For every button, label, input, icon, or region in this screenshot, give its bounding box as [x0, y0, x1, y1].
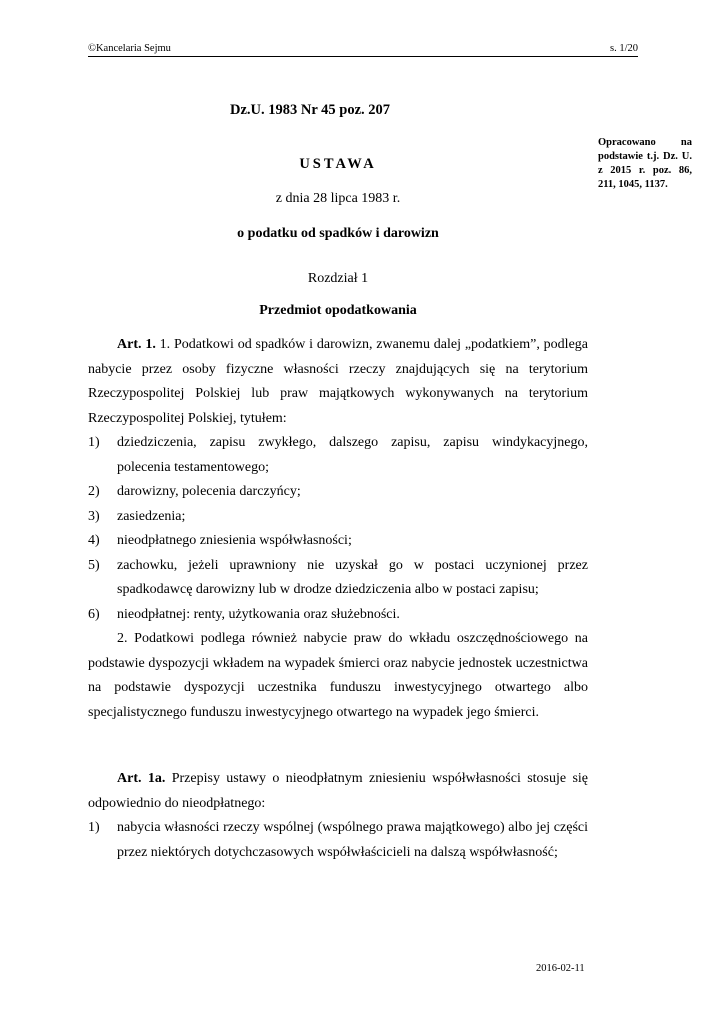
article-1-text: 1. Podatkowi od spadków i darowizn, zwanemu dalej „podatkiem”, podlega nabycie przez osoby fizyczne własności rzeczy znajdujących się na terytorium Rzeczypospolitej Polskiej lub praw majątkowych wykonywanych na terytorium Rzeczypospolitej Polskiej, tytułem:: [88, 337, 588, 426]
chapter-number: Rozdział 1: [307, 271, 369, 286]
article-1a: [88, 767, 588, 865]
list-item: 5) zachowku, jeżeli uprawniony nie uzyskał go w postaci uczynionej przez spadkodawcę darowizny lub w drodze dziedziczenia albo w postaci zapisu;: [88, 557, 588, 597]
journal-reference: Dz.U. 1983 Nr 45 poz. 207: [229, 102, 391, 118]
act-type-heading: USTAWA: [299, 156, 377, 172]
article-1a-text: Przepisy ustawy o nieodpłatnym zniesieniu współwłasności stosuje się odpowiednio do nieodpłatnego:: [88, 771, 588, 811]
list-item: 3) zasiedzenia;: [88, 508, 186, 524]
source-note: Opracowano na podstawie t.j. Dz. U. z 2015 r. poz. 86, 211, 1045, 1137.: [598, 137, 692, 190]
act-date: z dnia 28 lipca 1983 r.: [275, 191, 401, 206]
list-item: 2) darowizny, polecenia darczyńcy;: [88, 484, 301, 499]
article-1a-label: Art. 1a.: [117, 771, 166, 786]
list-item: 1) dziedziczenia, zapisu zwykłego, dalszego zapisu, zapisu windykacyjnego, polecenia testamentowego;: [88, 435, 588, 475]
publication-date: 2016-02-11: [536, 963, 585, 974]
article-1-paragraph-2: 2. Podatkowi podlega również nabycie praw do wkładu oszczędnościowego na podstawie dyspozycji wkładem na wypadek śmierci oraz nabycie jednostek uczestnictwa na podstawie dyspozycji uczestnika funduszu inwestycyjnego otwartego albo specjalistycznego funduszu inwestycyjnego otwartego na wypadek jego śmierci.: [88, 631, 588, 720]
act-subject: o podatku od spadków i darowizn: [237, 226, 439, 241]
list-item: 1) nabycia własności rzeczy wspólnej (wspólnego prawa majątkowego) albo jej części przez niektórych dotychczasowych współwłaścicieli na dalszą współwłasność;: [88, 820, 588, 860]
article-1a-paragraph: [88, 767, 588, 816]
page-header: [88, 42, 638, 57]
article-1-paragraph-1: [88, 333, 588, 431]
list-item: 4) nieodpłatnego zniesienia współwłasności;: [88, 533, 352, 548]
article-1-label: Art. 1.: [117, 337, 156, 352]
list-item: 6) nieodpłatnej: renty, użytkowania oraz służebności.: [88, 606, 400, 622]
publisher-label: ©Kancelaria Sejmu: [88, 43, 171, 54]
article-1: [88, 333, 588, 725]
page-number: s. 1/20: [609, 43, 638, 54]
chapter-title: Przedmiot opodatkowania: [259, 303, 417, 318]
